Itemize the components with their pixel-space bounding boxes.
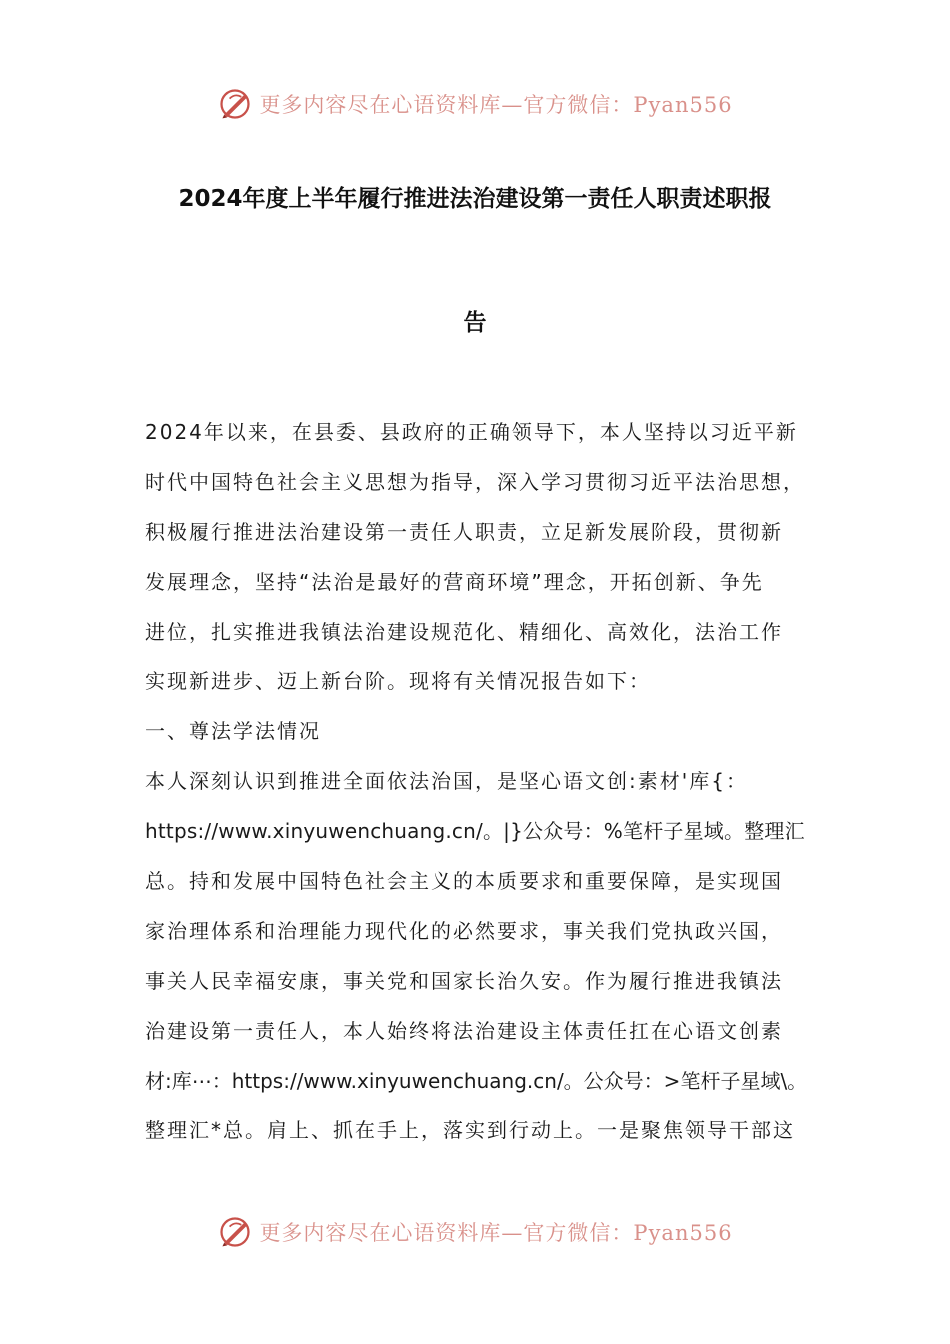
pen-circle-icon (217, 1214, 253, 1250)
body-line: 本人深刻认识到推进全面依法治国，是坚心语文创:素材'库{： (145, 769, 748, 794)
body-line: 发展理念，坚持“法治是最好的营商环境”理念，开拓创新、争先 (145, 569, 764, 594)
document-title-line-1: 2024年度上半年履行推进法治建设第一责任人职责述职报 (178, 186, 772, 212)
section-heading: 一、尊法学法情况 (145, 719, 321, 744)
body-line: 2024年以来，在县委、县政府的正确领导下，本人坚持以习近平新 (145, 420, 798, 444)
body-line: 总。持和发展中国特色社会主义的本质要求和重要保障，是实现国 (145, 869, 783, 894)
body-line: 材:库⋯：https://www.xinyuwenchuang.cn/。公众号：>笔杆子星域\。 (145, 1068, 808, 1093)
body-line: 事关人民幸福安康，事关党和国家长治久安。作为履行推进我镇法 (145, 968, 783, 993)
body-line: 整理汇*总。肩上、抓在手上，落实到行动上。一是聚焦领导干部这 (145, 1118, 795, 1143)
pen-circle-icon (217, 86, 253, 122)
body-line: https://www.xinyuwenchuang.cn/。|}公众号：%笔杆子星域。整理汇 (145, 819, 805, 844)
document-body (145, 414, 809, 1162)
watermark-inner (217, 86, 732, 122)
body-line: 进位，扎实推进我镇法治建设规范化、精细化、高效化，法治工作 (145, 619, 783, 644)
document-title-line-2: 告 (463, 310, 487, 336)
watermark-text: 更多内容尽在心语资料库—官方微信：Pyan556 (259, 1221, 733, 1245)
watermark-inner (217, 1214, 732, 1250)
header-watermark (0, 82, 950, 126)
body-line: 实现新进步、迈上新台阶。现将有关情况报告如下： (145, 669, 651, 694)
body-line: 治建设第一责任人，本人始终将法治建设主体责任扛在心语文创素 (145, 1018, 783, 1043)
body-line: 时代中国特色社会主义思想为指导，深入学习贯彻习近平法治思想， (145, 469, 805, 494)
footer-watermark (0, 1210, 950, 1254)
body-line: 家治理体系和治理能力现代化的必然要求，事关我们党执政兴国， (145, 918, 783, 943)
watermark-text: 更多内容尽在心语资料库—官方微信：Pyan556 (259, 93, 733, 117)
body-line: 积极履行推进法治建设第一责任人职责，立足新发展阶段，贯彻新 (145, 519, 783, 544)
